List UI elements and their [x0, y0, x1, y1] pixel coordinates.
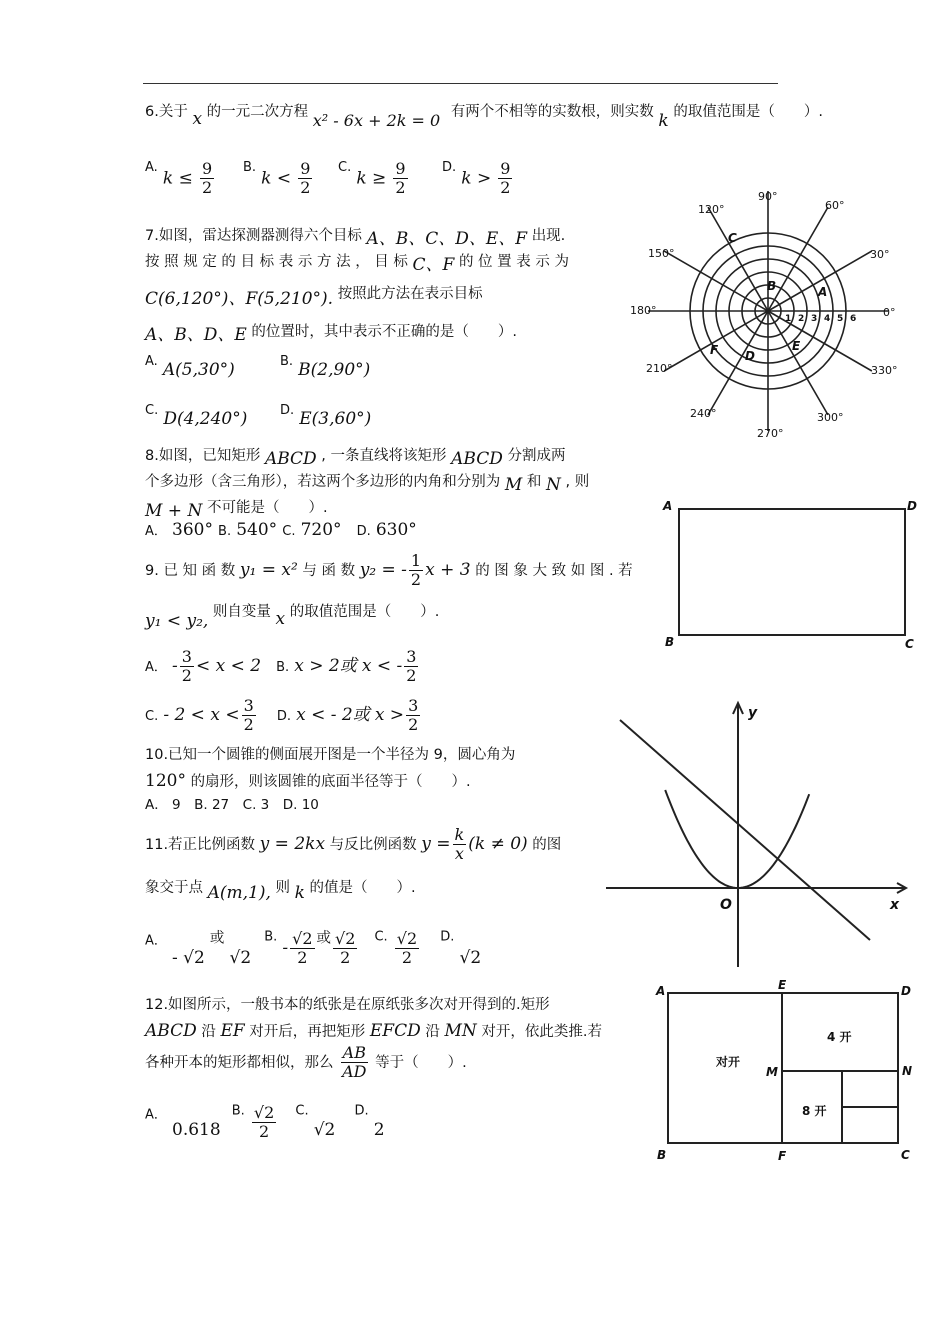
question-11-line-1: 11.若正比例函数 y = 2kx 与反比例函数 y = $\frac{k}{x}$ (k ≠ 0) 的图 [145, 825, 562, 864]
ring-number-4: 4 [824, 314, 831, 324]
question-12-line-1: 12.如图所示，一般书本的纸张是在原纸张多次对开得到的.矩形 [145, 997, 550, 1013]
paper-label-f: F [778, 1149, 787, 1163]
question-6-stem: 6.关于 x 的一元二次方程 x² - 6x + 2k = 0 有两个不相等的实数根，则实数 k 的取值范围是（ ）. [145, 104, 823, 131]
question-7-line-4: A、B、D、E 的位置时，其中表示不正确的是（ ）. [145, 324, 518, 345]
option-a[interactable]: A． 360° [145, 520, 213, 540]
option-b[interactable]: B. 540° [218, 520, 278, 540]
angle-label-30: 30° [870, 248, 890, 261]
angle-label-120: 120° [698, 203, 725, 216]
paper-half-label: 对开 [716, 1055, 741, 1069]
option-d[interactable]: $^{D.}$ E(3,60°) [280, 403, 372, 429]
paper-label-n: N [902, 1064, 913, 1078]
angle-label-300: 300° [817, 411, 844, 424]
rect-label-a: A [663, 499, 673, 513]
question-12-options [145, 1104, 385, 1142]
option-c[interactable]: C. - 2 < x < $\frac{3}{2}$ [145, 696, 254, 735]
y-axis-label: y [748, 705, 758, 721]
point-label-b: B [767, 279, 777, 293]
ring-number-1: 1 [785, 314, 792, 324]
option-d[interactable]: D. 630° [356, 520, 417, 540]
ring-number-5: 5 [837, 314, 844, 324]
option-a[interactable]: $^{A.}$ A(5,30°) [145, 354, 235, 380]
origin-label: O [720, 897, 732, 913]
paper-label-d: D [901, 984, 911, 998]
question-9-option-row-1 [145, 648, 420, 686]
radar-rays [648, 191, 888, 431]
option-b[interactable]: B. x > 2或 x < - $\frac{3}{2}$ [276, 647, 417, 686]
angle-label-180: 180° [630, 304, 657, 317]
option-d[interactable]: $^{D.}$ k > $\frac{9}{2}$ [442, 159, 511, 198]
option-b[interactable]: $^{B.}$ $\frac{√2}{2}$ [231, 1103, 275, 1142]
rectangle-figure [655, 495, 925, 655]
question-8-line-3: M + N 不可能是（ ）. [145, 500, 328, 521]
question-7-line-2: 按 照 规 定 的 目 标 表 示 方 法 ， 目 标 C、F 的 位 置 表 示 为 [145, 254, 569, 275]
angle-label-90: 90° [758, 190, 778, 203]
header-rule [143, 83, 778, 84]
question-11-options [145, 930, 481, 968]
paper-label-e: E [778, 978, 787, 992]
option-d[interactable]: D. x < - 2或 x > $\frac{3}{2}$ [276, 696, 419, 735]
paper-label-a: A [656, 984, 666, 998]
question-11-line-2: 象交于点 A(m,1), 则 k 的值是（ ）. [145, 880, 416, 903]
question-10-line-1: 10.已知一个圆锥的侧面展开图是一个半径为 9，圆心角为 [145, 747, 516, 763]
paper-label-m: M [766, 1065, 778, 1079]
ring-number-6: 6 [850, 314, 857, 324]
option-d[interactable]: $^{D.}$ 2 [354, 1104, 385, 1141]
angle-label-0: 0° [883, 306, 896, 319]
radar-figure [620, 180, 920, 450]
option-c[interactable]: $^{C.}$ √2 [295, 1104, 336, 1141]
question-8-line-1: 8.如图，已知矩形 ABCD , 一条直线将该矩形 ABCD 分割成两 [145, 448, 566, 469]
line-y2 [620, 720, 870, 940]
option-c[interactable]: $^{C.}$ $\frac{√2}{2}$ [374, 929, 418, 968]
question-7-line-1: 7.如图，雷达探测器测得六个目标 A、B、C、D、E、F 出现. [145, 228, 566, 249]
question-12-line-3: 各种开本的矩形都相似，那么 $\frac{AB}{AD}$ 等于（ ）. [145, 1043, 467, 1082]
x-axis-label: x [890, 897, 900, 913]
option-b[interactable]: $^{B.}$ - $\frac{√2}{2}$ 或 $\frac{√2}{2}$ [264, 929, 356, 968]
point-label-a: A [818, 285, 828, 299]
option-c[interactable]: C. 720° [282, 520, 342, 540]
rect-label-d: D [907, 499, 917, 513]
option-c[interactable]: $^{C.}$ D(4,240°) [145, 403, 248, 429]
angle-label-150: 150° [648, 247, 675, 260]
rect-label-b: B [665, 635, 675, 649]
point-label-d: D [745, 349, 755, 363]
question-9-line-2: y₁ < y₂, 则自变量 x 的取值范围是（ ）. [145, 604, 440, 631]
option-a[interactable]: $^{A.}$ - √2 或 √2 [145, 931, 252, 969]
option-c[interactable]: $^{C.}$ k ≥ $\frac{9}{2}$ [338, 159, 406, 198]
option-d[interactable]: $^{D.}$ √2 [440, 930, 482, 969]
ring-number-3: 3 [811, 314, 818, 324]
paper-label-b: B [657, 1148, 667, 1162]
paper-eighth-label: 8 开 [802, 1104, 827, 1118]
point-label-e: E [792, 339, 801, 353]
paper-folding-figure [652, 975, 922, 1170]
question-9-line-1: 9. 已 知 函 数 y₁ = x² 与 函 数 y₂ = - $\frac{1}{2}$ x + 3 的 图 象 大 致 如 图 . 若 [145, 551, 633, 590]
angle-label-330: 330° [871, 364, 898, 377]
option-b[interactable]: $^{B.}$ k < $\frac{9}{2}$ [243, 159, 311, 198]
question-10-line-2: 120° 的扇形，则该圆锥的底面半径等于（ ）. [145, 771, 471, 791]
radar-angle-labels [630, 190, 898, 440]
paper-label-c: C [901, 1148, 910, 1162]
question-12-line-2: ABCD 沿 EF 对开后，再把矩形 EFCD 沿 MN 对开，依此类推.若 [145, 1021, 602, 1041]
question-7-line-3: C(6,120°)、F(5,210°). 按照此方法在表示目标 [145, 286, 483, 309]
option-a[interactable]: A． - $\frac{3}{2}$ < x < 2 [145, 647, 262, 686]
point-label-c: C [728, 231, 737, 245]
angle-label-270: 270° [757, 427, 784, 440]
function-graph [600, 695, 920, 970]
paper-quarter-label: 4 开 [827, 1030, 852, 1044]
angle-label-210: 210° [646, 362, 673, 375]
question-8-line-2: 个多边形（含三角形），若这两个多边形的内角和分别为 M 和 N , 则 [145, 474, 590, 495]
quadratic-equation: x² - 6x + 2k = 0 [312, 111, 441, 130]
rect-label-c: C [905, 637, 914, 651]
angle-label-60: 60° [825, 199, 845, 212]
option-a[interactable]: $^{A.}$ k ≤ $\frac{9}{2}$ [145, 159, 213, 198]
question-10-options[interactable]: A． 9 B. 27 C. 3 D. 10 [145, 797, 319, 813]
question-9-option-row-2 [145, 697, 422, 735]
ring-number-2: 2 [798, 314, 805, 324]
point-label-f: F [710, 343, 719, 357]
angle-label-240: 240° [690, 407, 717, 420]
question-8-options [145, 520, 417, 540]
option-b[interactable]: $^{B.}$ B(2,90°) [280, 354, 371, 380]
option-a[interactable]: $^{A.}$ 0.618 [145, 1108, 221, 1141]
